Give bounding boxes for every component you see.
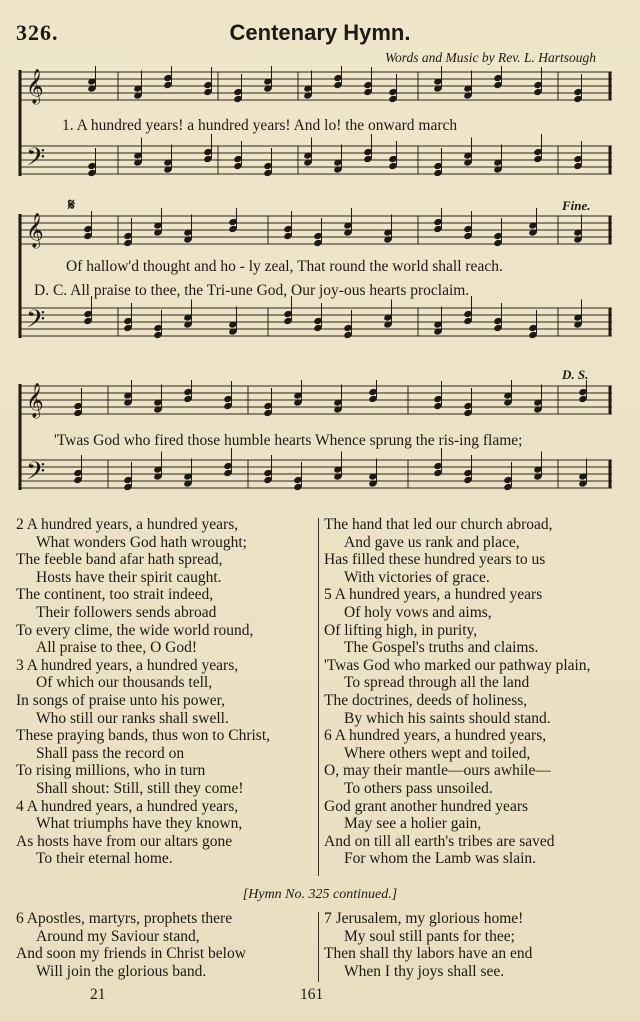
verse-line: 2 A hundred years, a hundred years,: [16, 516, 239, 533]
verse-line: 3 A hundred years, a hundred years,: [16, 656, 239, 674]
verse-line: The feeble band afar hath spread,: [16, 551, 223, 569]
verses-left-column: [16, 516, 270, 868]
verse-line: 7 Jerusalem, my glorious home!: [324, 910, 524, 927]
verse-line: Who still our ranks shall swell.: [36, 709, 229, 727]
verse-line: And soon my friends in Christ below: [16, 945, 246, 963]
verse-line: In songs of praise unto his power,: [16, 691, 226, 709]
svg-text:𝄢: 𝄢: [26, 143, 46, 178]
segno-sign: 𝄋: [68, 197, 75, 214]
verse-line: To every clime, the wide world round,: [16, 621, 254, 639]
verse-line: These praying bands, thus won to Christ,: [16, 727, 271, 745]
lyric-line-1: 1. A hundred years! a hundred years! And lo! the onward march: [62, 117, 458, 134]
verse-line: Then shall thy labors have an end: [324, 945, 533, 963]
page-number: 161: [300, 986, 324, 1003]
verses-right-column: [324, 516, 590, 868]
hymn-number: 326.: [16, 20, 59, 45]
continued-right-column: [324, 910, 532, 980]
hymn-title: Centenary Hymn.: [229, 20, 411, 45]
verse-line: And on till all earth's tribes are saved: [324, 832, 555, 850]
lyric-line-2a: Of hallow'd thought and ho - ly zeal, That round the world shall reach.: [66, 258, 503, 275]
verse-line: To their eternal home.: [36, 850, 173, 868]
verse-line: With victories of grace.: [344, 568, 490, 586]
verse-line: And gave us rank and place,: [344, 533, 520, 551]
verse-line: Their followers sends abroad: [36, 603, 217, 621]
verse-line: O, may their mantle—ours awhile—: [324, 762, 551, 780]
signature-mark: 21: [90, 986, 106, 1003]
verse-line: For whom the Lamb was slain.: [344, 850, 537, 868]
continued-note: [Hymn No. 325 continued.]: [242, 887, 398, 902]
verse-line: 6 Apostles, martyrs, prophets there: [16, 910, 233, 927]
verse-line: 'Twas God who marked our pathway plain,: [324, 656, 591, 674]
ds-marking: D. S.: [562, 367, 589, 382]
verse-line: Of which our thousands tell,: [36, 674, 213, 692]
verse-line: When I thy joys shall see.: [344, 962, 505, 980]
column-divider: [318, 518, 319, 876]
verse-line: To others pass unsoiled.: [344, 779, 493, 797]
verse-line: The hand that led our church abroad,: [324, 516, 553, 533]
verse-line: My soul still pants for thee;: [344, 927, 515, 945]
verse-line: What triumphs have they known,: [36, 815, 243, 833]
verse-line: The continent, too strait indeed,: [16, 586, 214, 604]
verse-line: Of lifting high, in purity,: [324, 621, 478, 639]
verse-line: Has filled these hundred years to us: [324, 551, 546, 569]
verse-line: As hosts have from our altars gone: [16, 832, 233, 850]
verse-line: To rising millions, who in turn: [16, 762, 206, 780]
verse-line: Of holy vows and aims,: [344, 603, 492, 621]
svg-text:𝄞: 𝄞: [26, 383, 44, 418]
hymn-credit: Words and Music by Rev. L. Hartsough: [385, 50, 596, 65]
fine-marking: Fine.: [562, 198, 591, 213]
verse-line: Shall pass the record on: [36, 744, 185, 762]
verse-line: 4 A hundred years, a hundred years,: [16, 797, 239, 815]
verse-line: 5 A hundred years, a hundred years: [324, 586, 543, 604]
verse-line: To spread through all the land: [344, 674, 530, 692]
verse-line: All praise to thee, O God!: [36, 639, 197, 657]
lyric-line-3: 'Twas God who fired those humble hearts Whence sprung the ris-ing flame;: [54, 432, 523, 449]
svg-text:𝄞: 𝄞: [26, 213, 44, 248]
svg-text:𝄢: 𝄢: [26, 457, 46, 492]
lyric-line-2b: D. C. All praise to thee, the Tri-une God, Our joy-ous hearts proclaim.: [34, 282, 470, 299]
verse-line: May see a holier gain,: [344, 815, 482, 833]
verse-line: The Gospel's truths and claims.: [344, 639, 539, 657]
verse-line: Will join the glorious band.: [36, 962, 207, 980]
verse-line: God grant another hundred years: [324, 797, 529, 815]
verse-line: Shall shout: Still, still they come!: [36, 779, 244, 797]
continued-divider: [318, 912, 319, 982]
verse-line: What wonders God hath wrought;: [36, 533, 247, 551]
svg-text:𝄞: 𝄞: [26, 69, 44, 104]
verse-line: Hosts have their spirit caught.: [36, 568, 222, 586]
verse-line: Around my Saviour stand,: [36, 927, 200, 945]
verse-line: By which his saints should stand.: [344, 709, 551, 727]
verse-line: 6 A hundred years, a hundred years,: [324, 727, 547, 745]
continued-left-column: [16, 910, 246, 980]
verse-line: Where others wept and toiled,: [344, 744, 531, 762]
verse-line: The doctrines, deeds of holiness,: [324, 691, 528, 709]
svg-text:𝄢: 𝄢: [26, 305, 46, 340]
